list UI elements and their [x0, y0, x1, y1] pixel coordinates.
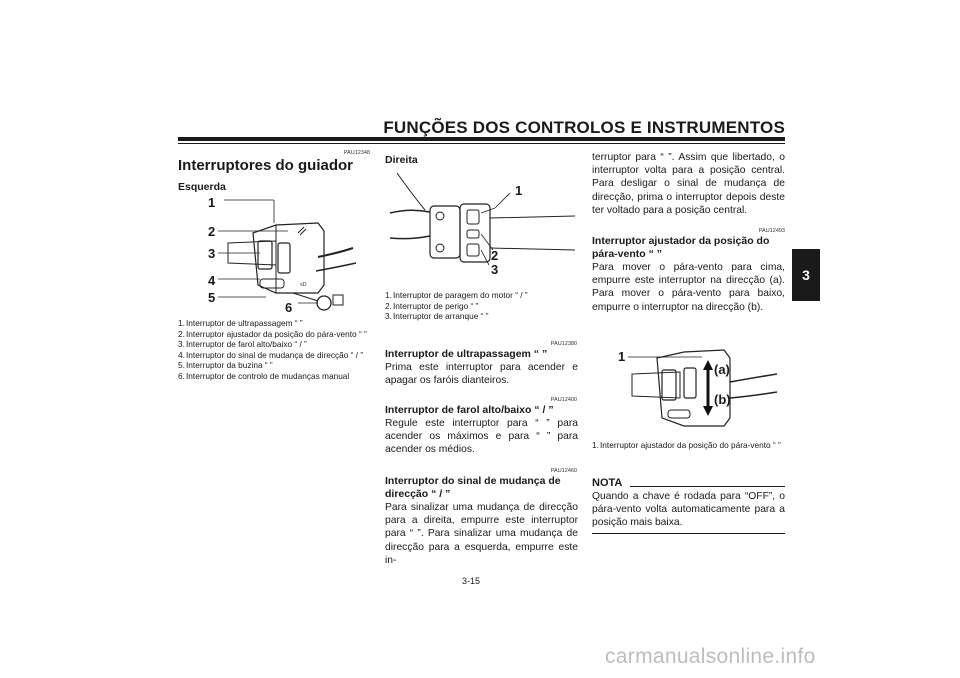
caption-item: 1. Interruptor de ultrapassagem “ ” — [178, 318, 303, 328]
left-switch-drawing — [178, 193, 368, 313]
figure-label-3: 3 — [491, 262, 499, 277]
chapter-tab: 3 — [792, 249, 820, 301]
section-heading: Interruptor do sinal de mudança de direcção “ / ” — [385, 475, 561, 500]
watermark-text: carmanualsonline.info — [605, 645, 816, 668]
caption-item: 6. Interruptor de controlo de mudanças manual — [178, 370, 350, 381]
caption-item: 4. Interruptor do sinal de mudança de direcção “ / ” — [178, 349, 364, 360]
caption-item: 3. Interruptor de farol alto/baixo “ / ” — [178, 339, 307, 349]
page-header-title: FUNÇÕES DOS CONTROLOS E INSTRUMENTOS — [383, 118, 785, 137]
left-caption-list — [178, 318, 370, 381]
nota-label: NOTA — [592, 477, 623, 489]
section-body: Prima este interruptor para acender e apagar os faróis dianteiros. — [385, 362, 578, 387]
header-rule-thick — [178, 137, 785, 141]
nota-rule — [630, 486, 785, 487]
section-heading: Interruptor de farol alto/baixo “ / ” — [385, 404, 554, 416]
figure-label-6: 6 — [285, 300, 293, 315]
figure-label-3: 3 — [208, 246, 216, 261]
caption-item: 2. Interruptor ajustador da posição do pára-vento “ ” — [178, 328, 367, 339]
figure-label-1: 1 — [208, 195, 216, 210]
middle-caption-list — [385, 290, 580, 322]
section-body: Regule este interruptor para “ ” para acender os máximos e para “ ” para acender os médios. — [385, 418, 578, 456]
subsection-title: Direita — [385, 154, 418, 166]
header-rule-thin — [178, 143, 785, 144]
caption-item: 1. Interruptor de paragem do motor “ / ” — [385, 290, 528, 300]
figure-label-2: 2 — [208, 224, 216, 239]
svg-text:≡D: ≡D — [300, 282, 307, 288]
nota-bottom-rule — [592, 533, 785, 534]
figure-label-b: (b) — [714, 392, 731, 407]
right-switch-drawing — [385, 168, 577, 283]
section-body: Para sinalizar uma mudança de direcção para a direita, empurre este interruptor para “ ”. Para sinalizar uma mudança de direcção para a esquerda, empurre este in- — [385, 502, 578, 566]
subsection-title: Esquerda — [178, 181, 226, 193]
figure-label-1: 1 — [618, 349, 626, 364]
section-body: Para mover o pára-vento para cima, empurre este interruptor na direcção (a). Para mover o pára-vento para baixo, empurre o interruptor na direcção (b). — [592, 262, 785, 313]
figure-label-2: 2 — [491, 248, 499, 263]
section-heading: Interruptor ajustador da posição do pára-vento “ ” — [592, 235, 770, 260]
caption-item: 5. Interruptor da buzina “ ” — [178, 360, 273, 370]
section-heading: Interruptor de ultrapassagem “ ” — [385, 348, 548, 360]
figure-label-5: 5 — [208, 290, 216, 305]
nota-text: Quando a chave é rodada para “OFF”, o pára-vento volta automaticamente para a posição mais baixa. — [592, 491, 785, 529]
continued-paragraph: terruptor para “ ”. Assim que libertado, o interruptor volta para a posição central. Para desligar o sinal de mudança de direcção, prima o interruptor depois deste ter voltado para a posição central. — [592, 152, 785, 216]
figure-label-a: (a) — [714, 362, 730, 377]
figure-label-1: 1 — [515, 183, 523, 198]
section-title: Interruptores do guiador — [178, 157, 354, 174]
ref-code: PAU12348 — [343, 150, 370, 156]
right-handlebar-figure — [385, 168, 577, 283]
ref-code: PAU12400 — [550, 397, 577, 403]
left-handlebar-figure — [178, 193, 368, 313]
page-number: 3-15 — [462, 576, 481, 586]
ref-code: PAU12380 — [550, 341, 577, 347]
ref-code: PAU12493 — [758, 228, 785, 234]
caption-item: 2. Interruptor de perigo “ ” — [385, 300, 479, 311]
ref-code: PAU12460 — [550, 468, 577, 474]
nota-header — [592, 477, 785, 491]
figure-label-4: 4 — [208, 273, 216, 288]
caption-item: 1. Interruptor ajustador da posição do pára-vento “ ” — [592, 440, 781, 450]
caption-item: 3. Interruptor de arranque “ ” — [385, 311, 489, 321]
right-caption — [592, 440, 785, 451]
